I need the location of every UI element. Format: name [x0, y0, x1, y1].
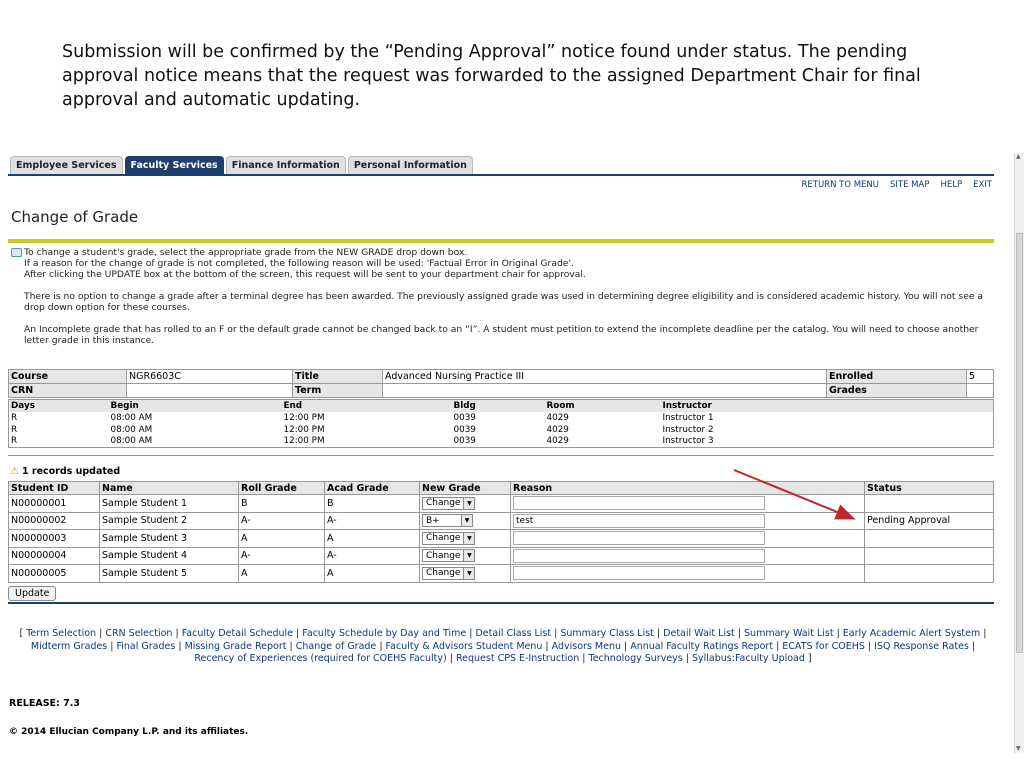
acad-grade: A- [325, 512, 420, 530]
new-grade-value: Change [426, 568, 461, 579]
meeting-row [9, 436, 994, 448]
meeting-instructor: Instructor 3 [662, 436, 714, 447]
meeting-end: 12:00 PM [283, 436, 325, 447]
roll-grade: A [239, 565, 325, 583]
title-divider [8, 239, 994, 243]
roll-grade: A- [239, 512, 325, 530]
nav-link-recency-of-experiences-required-for-coehs-faculty[interactable]: Recency of Experiences (required for COEHS Faculty) [194, 653, 447, 664]
meeting-day: R [11, 436, 18, 447]
new-grade-value: Change [426, 498, 461, 509]
grade-change-table [8, 481, 994, 583]
new-grade-value: Change [426, 533, 461, 544]
student-name: Sample Student 3 [100, 530, 239, 548]
chevron-down-icon: ▼ [463, 498, 474, 509]
nav-link-midterm-grades[interactable]: Midterm Grades [30, 640, 108, 652]
chevron-down-icon: ▼ [463, 550, 474, 561]
meeting-day: R [11, 412, 18, 423]
roll-grade: B [239, 495, 325, 513]
instructor-header: Instructor [661, 400, 994, 412]
new-grade-header: New Grade [420, 482, 511, 495]
title-value: Advanced Nursing Practice III [383, 370, 827, 384]
info-text [11, 247, 991, 346]
meeting-room: 4029 [546, 436, 569, 447]
nav-link-detail-class-list[interactable]: Detail Class List [475, 628, 552, 639]
nav-link-detail-wait-list[interactable]: Detail Wait List [663, 628, 735, 639]
meeting-bldg: 0039 [453, 424, 476, 435]
roll-grade: A [239, 530, 325, 548]
enrolled-label: Enrolled [827, 370, 967, 384]
tab-personal-information[interactable]: Personal Information [348, 156, 473, 174]
scroll-up-icon[interactable]: ▲ [1016, 153, 1021, 160]
page-title: Change of Grade [11, 208, 139, 226]
student-id: N00000004 [9, 547, 100, 565]
meeting-begin: 08:00 AM [110, 436, 153, 447]
chevron-down-icon: ▼ [463, 568, 474, 579]
meeting-bldg: 0039 [453, 436, 476, 447]
nav-link-isq-response-rates[interactable]: ISQ Response Rates [874, 640, 969, 652]
meeting-bldg: 0039 [453, 412, 476, 423]
meeting-begin: 08:00 AM [110, 424, 153, 435]
meeting-room: 4029 [546, 412, 569, 423]
student-id: N00000002 [9, 512, 100, 530]
student-name: Sample Student 2 [100, 512, 239, 530]
meeting-instructor: Instructor 1 [662, 412, 714, 423]
nav-link-advisors-menu[interactable]: Advisors Menu [551, 640, 621, 652]
course-info-table [8, 369, 994, 398]
nav-link-final-grades[interactable]: Final Grades [116, 640, 176, 652]
begin-header: Begin [109, 400, 282, 412]
meeting-row [9, 412, 994, 424]
records-updated-text: 1 records updated [21, 466, 121, 477]
student-name: Sample Student 1 [100, 495, 239, 513]
bldg-header: Bldg [452, 400, 545, 412]
nav-link-technology-surveys[interactable]: Technology Surveys [588, 653, 683, 664]
nav-link-summary-wait-list[interactable]: Summary Wait List [744, 628, 834, 639]
scroll-down-icon[interactable]: ▼ [1016, 745, 1021, 752]
acad-grade: A- [325, 547, 420, 565]
status-header: Status [865, 482, 994, 495]
meeting-day: R [11, 424, 18, 435]
vertical-scrollbar[interactable] [1014, 153, 1024, 753]
tab-bar [10, 156, 473, 174]
reason-header: Reason [511, 482, 865, 495]
status-text [865, 495, 994, 513]
info-line-3: After clicking the UPDATE box at the bottom of the screen, this request will be sent to your department chair for approval. [24, 269, 586, 280]
meeting-row [9, 424, 994, 436]
acad-grade: A [325, 565, 420, 583]
roll-grade-header: Roll Grade [239, 482, 325, 495]
reason-input[interactable] [513, 496, 765, 510]
nav-link-ecats-for-coehs[interactable]: ECATS for COEHS [782, 640, 865, 652]
new-grade-value: Change [426, 550, 461, 561]
nav-link-missing-grade-report[interactable]: Missing Grade Report [184, 640, 287, 652]
new-grade-select[interactable] [422, 567, 475, 580]
info-terminal-degree: There is no option to change a grade after a terminal degree has been awarded. The previously assigned grade was used in determining degree eligibility and is considered academic history. You will not see a drop down option for these courses. [24, 291, 984, 313]
course-label: Course [9, 370, 127, 384]
slide-caption: Submission will be confirmed by the “Pending Approval” notice found under status. The pending approval notice means that the request was forwarded to the assigned Department Chair for final approval and automatic updating. [62, 42, 921, 110]
info-line-1: To change a student's grade, select the appropriate grade from the NEW GRADE drop down box. [24, 247, 468, 258]
help-link[interactable]: HELP [940, 180, 963, 190]
crn-value [127, 384, 293, 398]
nav-link-faculty-schedule-by-day-and-time[interactable]: Faculty Schedule by Day and Time [302, 628, 467, 639]
new-grade-select[interactable] [422, 497, 475, 510]
table-row [9, 547, 994, 565]
crn-label: CRN [9, 384, 127, 398]
reason-input[interactable] [513, 531, 765, 545]
info-icon [11, 248, 22, 257]
site-map-link[interactable]: SITE MAP [890, 180, 930, 190]
nav-link-syllabus-faculty-upload[interactable]: Syllabus:Faculty Upload [692, 653, 805, 664]
exit-link[interactable]: EXIT [973, 180, 992, 190]
warning-icon: ⚠ [10, 466, 19, 477]
nav-link-annual-faculty-ratings-report[interactable]: Annual Faculty Ratings Report [630, 640, 774, 652]
new-grade-select[interactable] [422, 532, 475, 545]
days-header: Days [9, 400, 109, 412]
records-updated-notice [10, 466, 120, 477]
new-grade-select[interactable] [422, 549, 475, 562]
course-value: NGR6603C [127, 370, 293, 384]
tab-faculty-services[interactable]: Faculty Services [125, 156, 224, 174]
meeting-end: 12:00 PM [283, 412, 325, 423]
table-row [9, 512, 994, 530]
student-id-header: Student ID [9, 482, 100, 495]
copyright-text: © 2014 Ellucian Company L.P. and its affiliates. [9, 727, 249, 737]
nav-link-early-academic-alert-system[interactable]: Early Academic Alert System [842, 628, 981, 639]
acad-grade-header: Acad Grade [325, 482, 420, 495]
title-label: Title [293, 370, 383, 384]
status-text [865, 530, 994, 548]
student-name: Sample Student 4 [100, 547, 239, 565]
nav-link-faculty-detail-schedule[interactable]: Faculty Detail Schedule [181, 628, 294, 639]
new-grade-value: B+ [426, 515, 440, 526]
term-label: Term [293, 384, 383, 398]
enrolled-value: 5 [967, 370, 994, 384]
chevron-down-icon: ▼ [461, 515, 472, 526]
scroll-thumb[interactable] [1016, 233, 1023, 653]
meeting-end: 12:00 PM [283, 424, 325, 435]
return-to-menu-link[interactable]: RETURN TO MENU [801, 180, 880, 190]
status-text: Pending Approval [865, 512, 994, 530]
student-id: N00000001 [9, 495, 100, 513]
nav-link-change-of-grade[interactable]: Change of Grade [295, 640, 377, 652]
nav-link-term-selection[interactable]: Term Selection [26, 628, 97, 639]
info-incomplete-grade: An Incomplete grade that has rolled to an F or the default grade cannot be changed back to an “I”. A student must petition to extend the incomplete deadline per the catalog. You will need to choose another letter grade in this instance. [24, 324, 979, 346]
meeting-room: 4029 [546, 424, 569, 435]
reason-input[interactable] [513, 549, 765, 563]
reason-input[interactable] [513, 514, 765, 528]
status-text [865, 547, 994, 565]
end-header: End [282, 400, 452, 412]
meeting-times-table [8, 399, 994, 448]
acad-grade: A [325, 530, 420, 548]
term-value [383, 384, 827, 398]
meeting-instructor: Instructor 2 [662, 424, 714, 435]
top-links [801, 180, 992, 190]
nav-link-request-cps-e-instruction[interactable]: Request CPS E-Instruction [455, 653, 580, 664]
new-grade-select[interactable] [422, 514, 473, 527]
nav-link-faculty-advisors-student-menu[interactable]: Faculty & Advisors Student Menu [385, 640, 543, 652]
footer-divider [8, 602, 994, 604]
release-version: RELEASE: 7.3 [9, 698, 80, 709]
grades-label: Grades [827, 384, 967, 398]
tab-finance-information[interactable]: Finance Information [226, 156, 346, 174]
grades-value [967, 384, 994, 398]
student-id: N00000003 [9, 530, 100, 548]
room-header: Room [545, 400, 661, 412]
table-row [9, 565, 994, 583]
footer-nav-links: [ Term Selection | CRN Selection | Faculty Detail Schedule | Faculty Schedule by Day and Time | Detail Class List | Summary Class List | Detail Wait List | Summary Wait List | Early Academic Alert System | Midterm Grades | Final Grades | Missing Grade Report | Change of Grade | Faculty & Advisors Student Menu | Advisors Menu | Annual Faculty Ratings Report | ECATS for COEHS | ISQ Response Rates | Recency of Experiences (required for COEHS Faculty) | Request CPS E-Instruction | Technology Surveys | Syllabus:Faculty Upload ] [19, 628, 987, 664]
nav-link-crn-selection[interactable]: CRN Selection [105, 628, 173, 639]
meeting-begin: 08:00 AM [110, 412, 153, 423]
update-button[interactable]: Update [8, 586, 56, 601]
reason-input[interactable] [513, 566, 765, 580]
table-row [9, 495, 994, 513]
nav-link-summary-class-list[interactable]: Summary Class List [560, 628, 654, 639]
info-line-2: If a reason for the change of grade is not completed, the following reason will be used: 'Factual Error in Original Grade'. [24, 258, 574, 269]
tab-employee-services[interactable]: Employee Services [10, 156, 123, 174]
status-text [865, 565, 994, 583]
student-id: N00000005 [9, 565, 100, 583]
tab-underline [8, 174, 994, 176]
chevron-down-icon: ▼ [463, 533, 474, 544]
roll-grade: A- [239, 547, 325, 565]
name-header: Name [100, 482, 239, 495]
student-name: Sample Student 5 [100, 565, 239, 583]
section-divider [8, 455, 994, 456]
acad-grade: B [325, 495, 420, 513]
browser-frame [8, 150, 1014, 750]
table-row [9, 530, 994, 548]
